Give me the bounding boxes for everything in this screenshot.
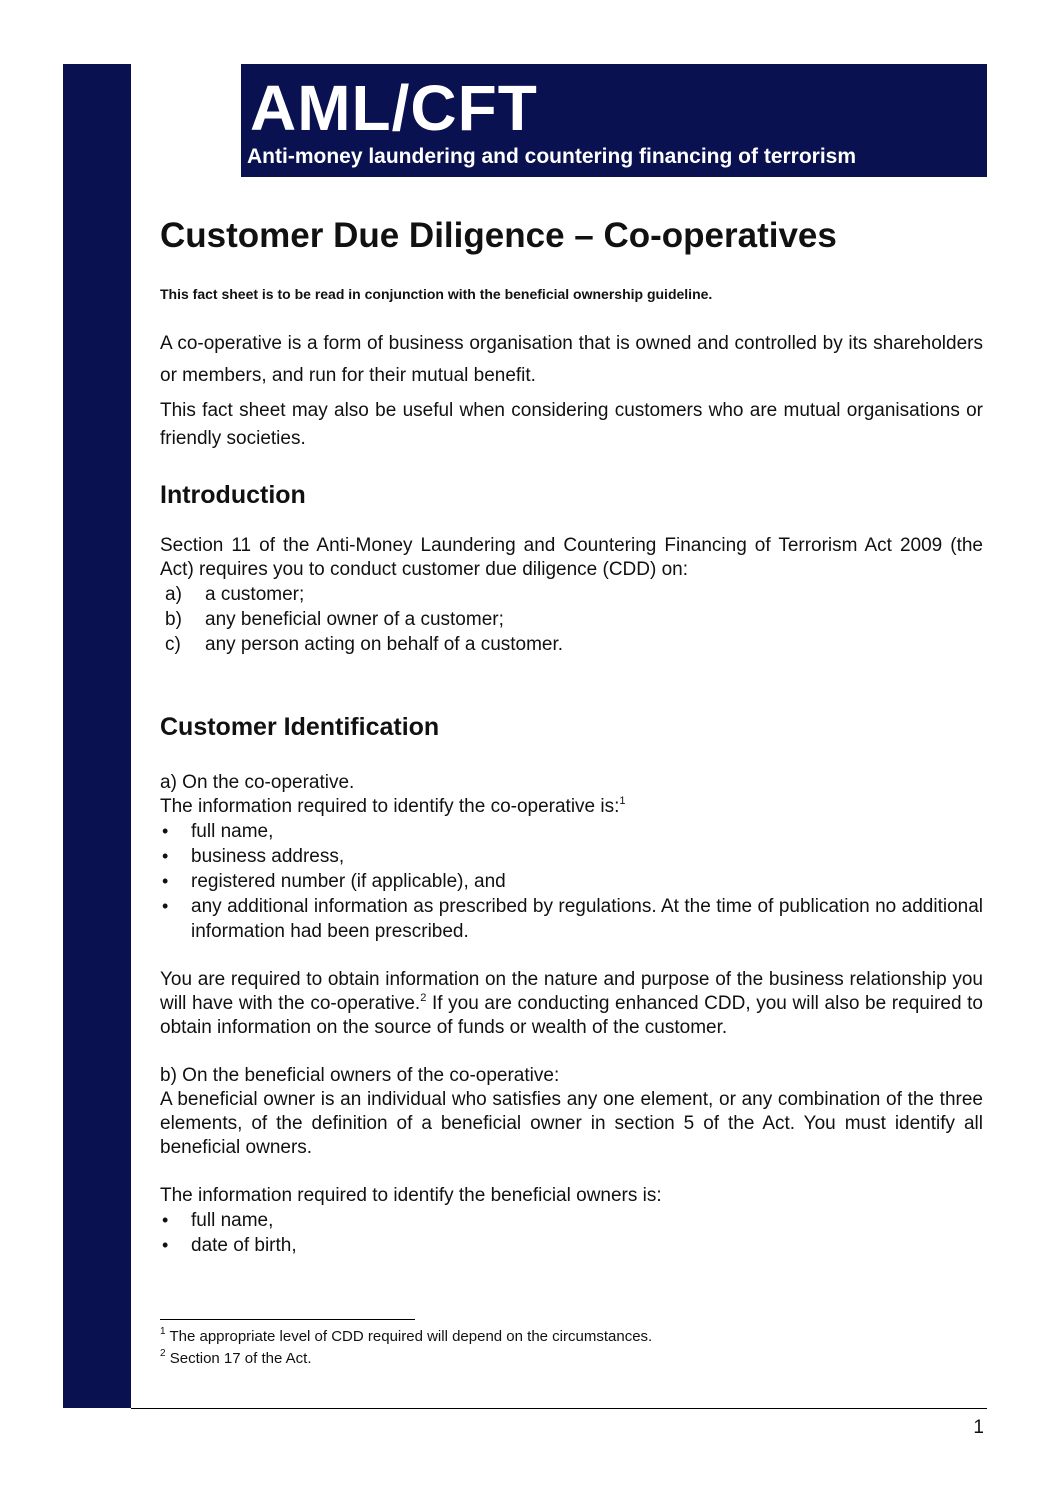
page-bottom-rule xyxy=(131,1408,987,1409)
coop-info-lead xyxy=(160,795,983,819)
footnote-divider xyxy=(160,1319,415,1320)
footnote xyxy=(160,1326,652,1348)
list-item: • date of birth, xyxy=(160,1233,983,1258)
owners-subheading: b) On the beneficial owners of the co-operative: xyxy=(160,1065,560,1086)
list-item-text: a customer; xyxy=(205,584,305,605)
footnote-text: The appropriate level of CDD required will depend on the circumstances. xyxy=(165,1328,653,1345)
header-banner xyxy=(241,64,987,177)
footnotes xyxy=(160,1326,652,1370)
owners-paragraph: A beneficial owner is an individual who satisfies any one element, or any combination of the three elements, of the definition of a beneficial owner in section 5 of the Act. You must identify all beneficial owners. xyxy=(160,1089,983,1158)
document-title: Customer Due Diligence – Co-operatives xyxy=(160,216,837,255)
list-item xyxy=(160,607,983,632)
list-marker: b) xyxy=(165,609,182,630)
list-item-text: any person acting on behalf of a customer. xyxy=(205,634,564,655)
banner-title: AML/CFT xyxy=(250,72,538,144)
footnote-text: Section 17 of the Act. xyxy=(165,1350,312,1367)
coop-info-list xyxy=(160,819,983,944)
introduction-paragraph: Section 11 of the Anti-Money Laundering and Countering Financing of Terrorism Act 2009 (the Act) requires you to conduct customer due diligence (CDD) on: xyxy=(160,535,983,580)
intro-paragraph-useful: This fact sheet may also be useful when considering customers who are mutual organisations or friendly societies. xyxy=(160,400,983,449)
list-item xyxy=(160,632,983,657)
owners-info-list xyxy=(160,1208,983,1258)
list-marker: c) xyxy=(165,634,181,655)
list-item: • business address, xyxy=(160,844,983,869)
list-item: • registered number (if applicable), and xyxy=(160,869,983,894)
list-marker: a) xyxy=(165,584,182,605)
nature-text: You are required to obtain information on the nature and purpose of the business relationship you will have with the co-operative. xyxy=(160,969,983,1014)
coop-info-lead-text: The information required to identify the co-operative is: xyxy=(160,796,620,817)
list-item: • full name, xyxy=(160,1208,983,1233)
list-item xyxy=(160,582,983,607)
list-item-text: any beneficial owner of a customer; xyxy=(205,609,504,630)
document-body xyxy=(160,210,983,1258)
sidebar-band xyxy=(63,64,131,1408)
owners-info-lead: The information required to identify the beneficial owners is: xyxy=(160,1185,662,1206)
section-heading-customer-identification: Customer Identification xyxy=(160,713,440,741)
nature-text-continued: If you are conducting enhanced CDD, you will also be required to obtain information on the source of funds or wealth of the customer. xyxy=(160,993,983,1038)
list-item: • any additional information as prescribed by regulations. At the time of publication no additional information had been prescribed. xyxy=(160,894,983,944)
list-item: • full name, xyxy=(160,819,983,844)
banner-subtitle: Anti-money laundering and countering financing of terrorism xyxy=(247,145,857,168)
footnote-ref: 1 xyxy=(619,794,626,807)
nature-purpose-paragraph xyxy=(160,968,983,1040)
footnote-ref: 2 xyxy=(420,991,427,1004)
section-heading-introduction: Introduction xyxy=(160,481,306,509)
cdd-subject-list xyxy=(160,582,983,657)
footnote-number: 2 xyxy=(160,1348,166,1359)
page-number: 1 xyxy=(973,1417,984,1438)
coop-subheading: a) On the co-operative. xyxy=(160,772,355,793)
intro-paragraph-coop: A co-operative is a form of business organisation that is owned and controlled by its shareholders or members, and run for their mutual benefit. xyxy=(160,333,983,386)
footnote xyxy=(160,1348,652,1370)
footnote-number: 1 xyxy=(160,1326,166,1337)
reading-note: This fact sheet is to be read in conjunction with the beneficial ownership guideline. xyxy=(160,286,713,302)
